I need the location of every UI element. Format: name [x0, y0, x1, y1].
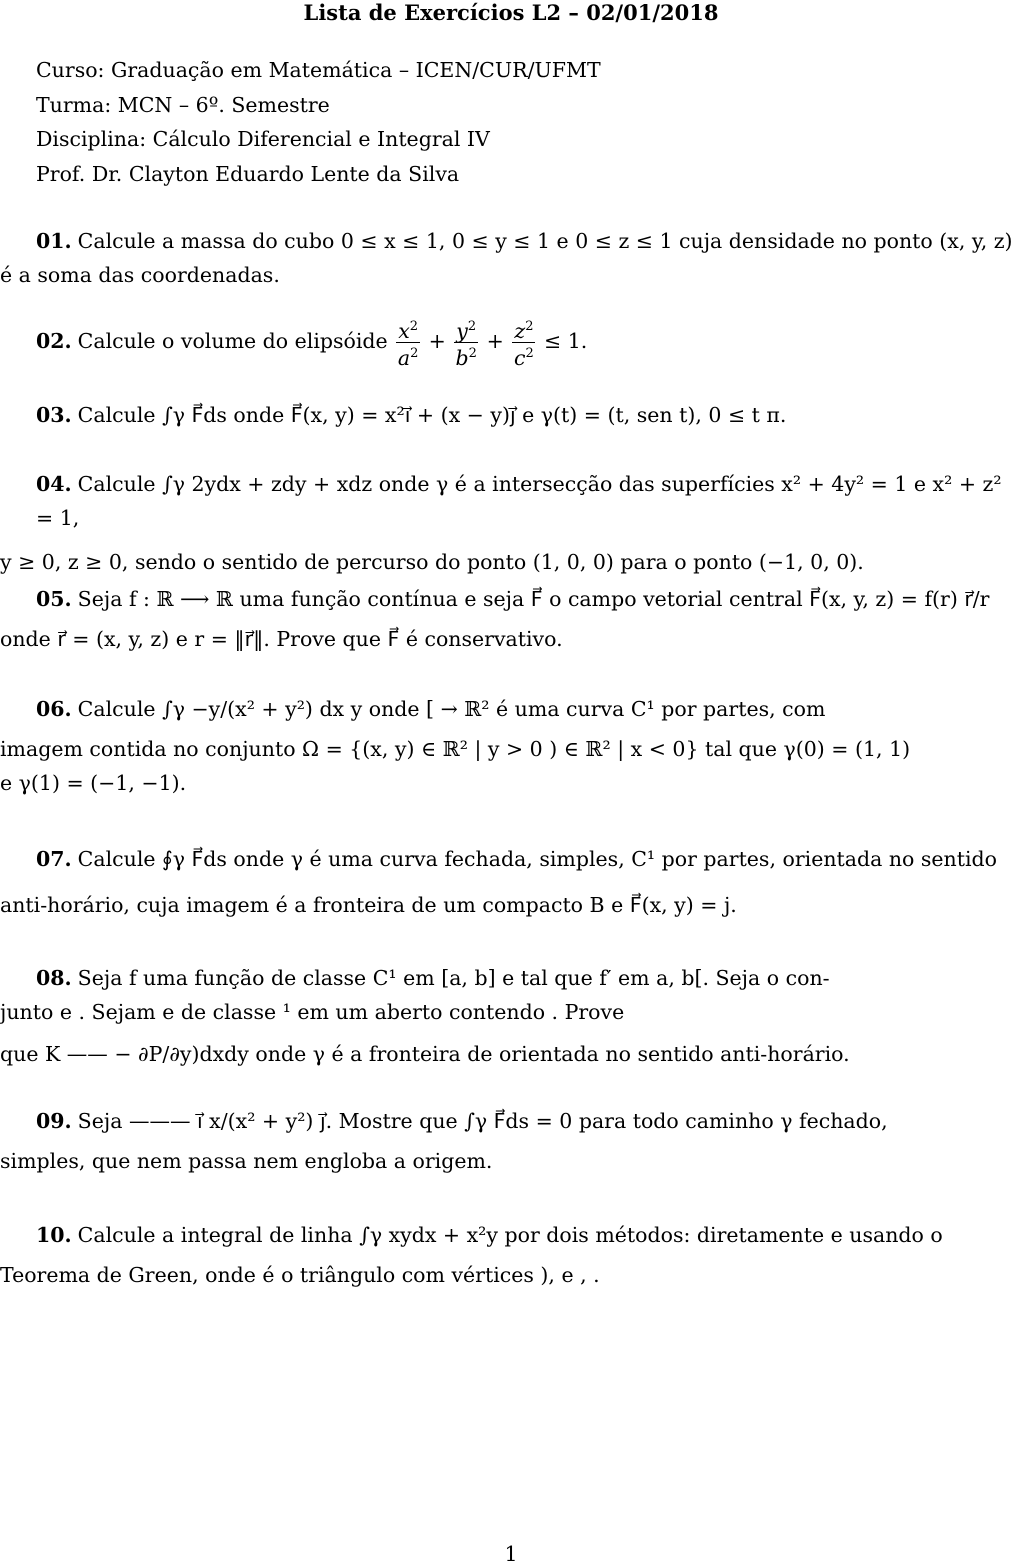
- exercise-text-cont: é a soma das coordenadas.: [0, 263, 280, 287]
- exercise-number: 09.: [36, 1109, 72, 1133]
- exercise-text: Seja f uma função de classe C¹ em [a, b] e tal que f′ em a, b[. Seja o con-: [77, 966, 830, 990]
- exercise-text-end: ≤ 1.: [544, 328, 588, 353]
- exercise-number: 08.: [36, 966, 72, 990]
- exercise-text-cont: simples, que nem passa nem engloba a origem.: [0, 1149, 493, 1173]
- header-disciplina: Disciplina: Cálculo Diferencial e Integral IV: [36, 127, 490, 151]
- exercise-07: [0, 842, 1022, 922]
- exercise-text: Seja f : ℝ ⟶ ℝ uma função contínua e seja F⃗ o campo vetorial central F⃗(x, y, z) = f(r) r⃗/r: [77, 587, 990, 611]
- exercise-number: 04.: [36, 472, 72, 496]
- exercise-number: 07.: [36, 847, 72, 871]
- exercise-05: [0, 582, 1022, 656]
- exercise-text: Calcule ∫γ 2ydx + zdy + xdz onde γ é a intersecção das superfícies x² + 4y² = 1 e x² + z² = 1,: [36, 472, 1002, 530]
- exercise-02: 02. Calcule o volume do elipsóide $\frac{x^2}{a^2}$ + $\frac{y^2}{b^2}$ + $\frac{z^2}{c^2}$ ≤ 1.: [0, 316, 1022, 369]
- exercise-text-cont: anti-horário, cuja imagem é a fronteira de um compacto B e F⃗(x, y) = j.: [0, 893, 737, 917]
- header-turma: Turma: MCN – 6º. Semestre: [36, 93, 330, 117]
- exercise-text: Calcule a integral de linha ∫γ xydx + x²y por dois métodos: diretamente e usando o: [77, 1223, 943, 1247]
- exercise-text-cont: e γ(1) = (−1, −1).: [0, 771, 187, 795]
- exercise-text: Calcule ∫γ F⃗ds onde F⃗(x, y) = x²i⃗ + (x − y)j⃗ e γ(t) = (t, sen t), 0 ≤ t π.: [77, 403, 787, 427]
- exercise-text-cont: Teorema de Green, onde é o triângulo com vértices ), e , .: [0, 1263, 600, 1287]
- exercise-text: Calcule ∫γ −y/(x² + y²) dx y onde [ → ℝ² é uma curva C¹ por partes, com: [77, 697, 826, 721]
- fraction-x2-a2: $\frac{x^2}{a^2}$: [396, 316, 420, 369]
- exercise-text-cont: que K —— − ∂P/∂y)dxdy onde γ é a fronteira de orientada no sentido anti-horário.: [0, 1042, 850, 1066]
- exercise-10: [0, 1218, 1022, 1292]
- exercise-01: [0, 224, 1022, 292]
- exercise-text-cont: junto e . Sejam e de classe ¹ em um aberto contendo . Prove: [0, 1000, 625, 1024]
- exercise-text: Calcule o volume do elipsóide: [77, 328, 388, 353]
- fraction-z2-c2: $\frac{z^2}{c^2}$: [512, 316, 535, 369]
- exercise-number: 02.: [36, 328, 72, 353]
- exercise-text: Calcule a massa do cubo 0 ≤ x ≤ 1, 0 ≤ y ≤ 1 e 0 ≤ z ≤ 1 cuja densidade no ponto (x, y, z): [77, 229, 1013, 253]
- exercise-03: [0, 398, 1022, 432]
- exercise-number: 06.: [36, 697, 72, 721]
- header-curso: Curso: Graduação em Matemática – ICEN/CUR/UFMT: [36, 58, 601, 82]
- exercise-number: 10.: [36, 1223, 72, 1247]
- exercise-04: [0, 467, 1022, 579]
- exercise-08: [0, 961, 1022, 1071]
- exercise-number: 01.: [36, 229, 72, 253]
- exercise-06: [0, 692, 1022, 800]
- exercise-09: [0, 1104, 1022, 1178]
- page-title: Lista de Exercícios L2 – 02/01/2018: [303, 0, 719, 25]
- exercise-number: 05.: [36, 587, 72, 611]
- exercise-text: Seja ——— i⃗ x/(x² + y²) j⃗. Mostre que ∫γ F⃗ds = 0 para todo caminho γ fechado,: [77, 1109, 888, 1133]
- fraction-y2-b2: $\frac{y^2}{b^2}$: [454, 316, 478, 369]
- exercise-text-cont: y ≥ 0, z ≥ 0, sendo o sentido de percurso do ponto (1, 0, 0) para o ponto (−1, 0, 0).: [0, 550, 864, 574]
- exercise-text: Calcule ∮γ F⃗ds onde γ é uma curva fechada, simples, C¹ por partes, orientada no sentido: [77, 847, 998, 871]
- page-number: 1: [504, 1542, 518, 1566]
- exercise-text-cont: onde r⃗ = (x, y, z) e r = ‖r⃗‖. Prove que F⃗ é conservativo.: [0, 627, 563, 651]
- exercise-text-cont: imagem contida no conjunto Ω = {(x, y) ∈ ℝ² | y > 0 ) ∈ ℝ² | x < 0} tal que γ(0) = (1, 1): [0, 737, 911, 761]
- exercise-number: 03.: [36, 403, 72, 427]
- header-professor: Prof. Dr. Clayton Eduardo Lente da Silva: [36, 162, 460, 186]
